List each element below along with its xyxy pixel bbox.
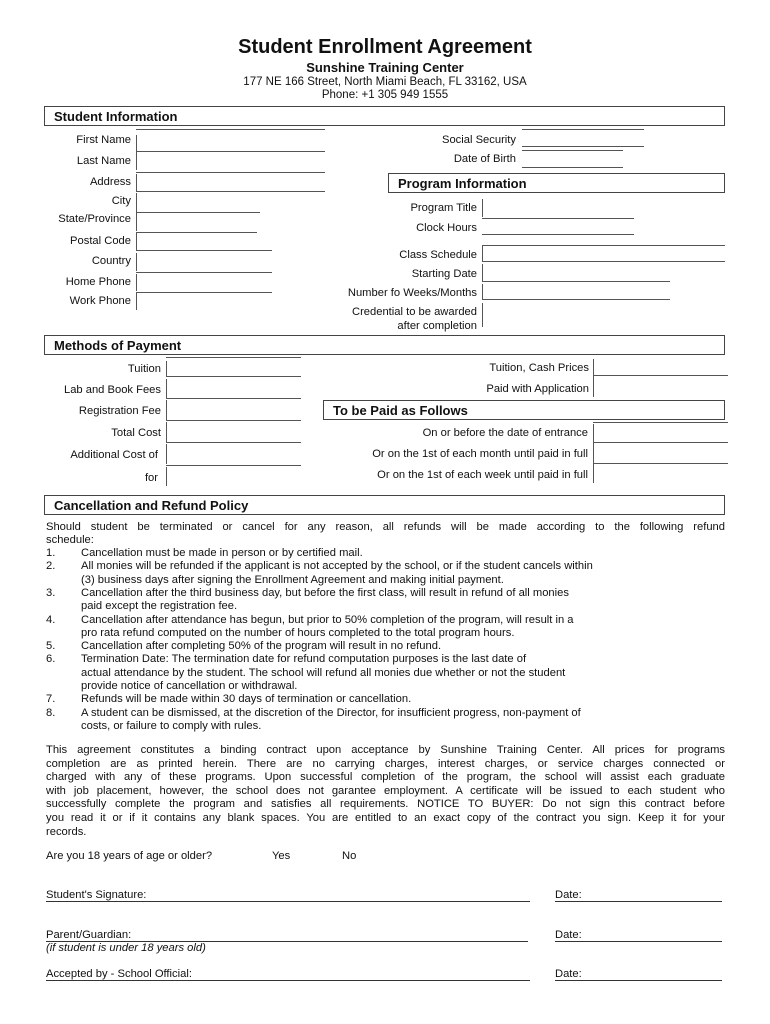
- official-date-line[interactable]: [555, 980, 722, 981]
- program-information-section: [388, 173, 725, 193]
- social-security-field[interactable]: [522, 129, 644, 149]
- refund-item-text: actual attendance by the student. The school will refund all monies due whether or not the student: [81, 666, 566, 679]
- number-of-weeks-months-field[interactable]: [482, 284, 670, 301]
- paid-as-follows-heading: To be Paid as Follows: [333, 403, 468, 418]
- refund-item-text: Refunds will be made within 30 days of termination or cancellation.: [81, 693, 412, 706]
- program-information-heading: Program Information: [398, 176, 527, 191]
- work-phone-label: Work Phone: [69, 295, 131, 307]
- refund-item-number: 7.: [46, 693, 56, 706]
- refund-item-text: pro rata refund computed on the number of hours completed to the total program hours.: [81, 626, 515, 639]
- total-cost-label: Total Cost: [111, 427, 161, 439]
- starting-date-label: Starting Date: [411, 268, 477, 280]
- organization-phone: Phone: +1 305 949 1555: [321, 89, 449, 101]
- additional-cost-for-field[interactable]: [166, 467, 301, 487]
- agreement-line: with job placement, however, the school does not garantee employment. A certificate will be issued to each student who: [46, 784, 725, 797]
- agreement-line: records.: [46, 825, 87, 838]
- total-cost-field[interactable]: [166, 422, 301, 443]
- document-title: Student Enrollment Agreement: [238, 36, 532, 58]
- credential-label-line2: after completion: [397, 320, 477, 332]
- refund-policy-section: [44, 495, 725, 515]
- guardian-date-label: Date:: [555, 929, 582, 941]
- refund-item-text: (3) business days after signing the Enrollment Agreement and making initial payment.: [81, 573, 504, 586]
- last-name-label: Last Name: [76, 155, 131, 167]
- first-name-field[interactable]: [136, 129, 325, 151]
- refund-item-text: A student can be dismissed, at the discretion of the Director, for insufficient progress, non-payment of: [81, 706, 581, 719]
- postal-code-label: Postal Code: [70, 235, 131, 247]
- refund-item-text: costs, or failure to comply with rules.: [81, 719, 262, 732]
- work-phone-field[interactable]: [136, 293, 272, 311]
- official-signature-label: Accepted by - School Official:: [46, 968, 192, 980]
- weekly-payment-label: Or on the 1st of each week until paid in full: [377, 469, 588, 481]
- refund-intro-line1: Should student be terminated or cancel for any reason, all refunds will be made according to the following refund: [46, 521, 725, 533]
- methods-of-payment-section: [44, 335, 725, 355]
- postal-code-field[interactable]: [136, 233, 272, 251]
- paid-with-application-field[interactable]: [593, 377, 728, 397]
- credential-label-line1: Credential to be awarded: [351, 306, 477, 318]
- class-schedule-field[interactable]: [482, 245, 725, 262]
- organization-address: 177 NE 166 Street, North Miami Beach, FL 33162, USA: [243, 76, 527, 88]
- refund-item-number: 2.: [46, 560, 56, 573]
- state-province-field[interactable]: [136, 213, 257, 233]
- agreement-line: This agreement constitutes a binding contract upon acceptance by Sunshine Training Center. All prices for programs: [46, 744, 725, 756]
- social-security-label: Social Security: [442, 134, 516, 146]
- refund-item-text: All monies will be refunded if the applicant is not accepted by the school, or if the student cancels within: [81, 560, 593, 573]
- refund-item-text: provide notice of cancellation or withdrawal.: [81, 680, 298, 692]
- official-date-label: Date:: [555, 968, 582, 980]
- refund-intro-line2: schedule:: [46, 534, 94, 546]
- tuition-field[interactable]: [166, 357, 301, 377]
- refund-item-text: Termination Date: The termination date for refund computation purposes is the last date of: [81, 653, 527, 666]
- address-field[interactable]: [136, 172, 325, 192]
- monthly-payment-field[interactable]: [593, 443, 728, 465]
- student-information-heading: Student Information: [54, 109, 178, 124]
- tuition-label: Tuition: [127, 363, 161, 375]
- city-label: City: [111, 195, 131, 207]
- refund-item-number: 1.: [46, 547, 56, 559]
- class-schedule-label: Class Schedule: [399, 249, 477, 261]
- student-date-line[interactable]: [555, 901, 722, 902]
- clock-hours-label: Clock Hours: [416, 222, 477, 234]
- guardian-signature-label: Parent/Guardian:: [46, 929, 132, 941]
- refund-item-number: 5.: [46, 640, 56, 653]
- age-no-option[interactable]: No: [342, 850, 357, 862]
- guardian-note: (if student is under 18 years old): [46, 942, 206, 954]
- lab-book-fees-label: Lab and Book Fees: [63, 384, 161, 396]
- refund-item-number: 6.: [46, 653, 56, 666]
- registration-fee-field[interactable]: [166, 400, 301, 421]
- refund-item-text: Cancellation after attendance has begun, but prior to 50% completion of the program, will result in a: [81, 613, 574, 626]
- additional-cost-field[interactable]: [166, 444, 301, 466]
- refund-item-text: Cancellation after completing 50% of the program will result in no refund.: [81, 640, 442, 653]
- date-of-birth-field[interactable]: [522, 150, 623, 168]
- agreement-line: completion are as printed herein. There are no carrying charges, interest charges, or service charges connected or: [46, 757, 725, 770]
- student-signature-label: Student's Signature:: [46, 889, 147, 901]
- clock-hours-field[interactable]: [482, 219, 634, 235]
- official-signature-line[interactable]: [46, 980, 530, 981]
- entrance-payment-label: On or before the date of entrance: [422, 427, 588, 439]
- refund-item-text: Cancellation after the third business day, but before the first class, will result in refund of all monies: [81, 586, 569, 599]
- home-phone-label: Home Phone: [65, 276, 131, 288]
- number-of-weeks-months-label: Number fo Weeks/Months: [347, 287, 477, 299]
- agreement-line: successfully complete the program and satisfies all requirements. NOTICE TO BUYER: Do not sign this contract before: [46, 798, 725, 811]
- starting-date-field[interactable]: [482, 264, 670, 282]
- registration-fee-label: Registration Fee: [78, 405, 161, 417]
- refund-item-number: 3.: [46, 586, 56, 599]
- additional-cost-label: Additional Cost of: [70, 449, 158, 461]
- program-title-label: Program Title: [410, 202, 477, 214]
- agreement-line: charged with any of these programs. Upon successful completion of the program, the school will assist each graduate: [46, 771, 725, 784]
- student-date-label: Date:: [555, 889, 582, 901]
- state-province-label: State/Province: [58, 213, 131, 225]
- date-of-birth-label: Date of Birth: [453, 153, 516, 165]
- refund-policy-heading: Cancellation and Refund Policy: [54, 498, 249, 513]
- city-field[interactable]: [136, 193, 260, 213]
- refund-schedule-list: [46, 547, 726, 737]
- additional-cost-for-label: for: [144, 472, 158, 484]
- tuition-cash-prices-label: Tuition, Cash Prices: [489, 362, 589, 374]
- methods-of-payment-heading: Methods of Payment: [54, 338, 182, 353]
- home-phone-field[interactable]: [136, 274, 272, 292]
- refund-item-number: 4.: [46, 613, 56, 626]
- paid-as-follows-section: [323, 400, 725, 420]
- guardian-date-line[interactable]: [555, 941, 722, 942]
- tuition-cash-prices-field[interactable]: [593, 357, 728, 377]
- lab-book-fees-field[interactable]: [166, 379, 301, 399]
- first-name-label: First Name: [76, 134, 131, 146]
- age-question: Are you 18 years of age or older?: [46, 850, 213, 862]
- weekly-payment-field[interactable]: [593, 464, 728, 484]
- entrance-payment-field[interactable]: [593, 422, 728, 444]
- country-label: Country: [91, 255, 131, 267]
- paid-with-application-label: Paid with Application: [486, 383, 589, 395]
- refund-item-text: paid except the registration fee.: [81, 600, 238, 613]
- last-name-field[interactable]: [136, 152, 325, 170]
- organization-name: Sunshine Training Center: [306, 60, 464, 75]
- refund-item-number: 8.: [46, 706, 56, 719]
- student-information-section: [44, 106, 725, 126]
- address-label: Address: [89, 176, 131, 188]
- refund-item-text: Cancellation must be made in person or by certified mail.: [81, 547, 363, 559]
- student-signature-line[interactable]: [46, 901, 530, 902]
- agreement-line: you read it or if it contains any blank spaces. You are entitled to an exact copy of the contract you sign. Keep it for your: [46, 812, 725, 824]
- credential-field[interactable]: [482, 303, 670, 327]
- age-yes-option[interactable]: Yes: [272, 850, 291, 862]
- monthly-payment-label: Or on the 1st of each month until paid in full: [372, 448, 588, 460]
- program-title-field[interactable]: [482, 199, 634, 219]
- country-field[interactable]: [136, 253, 272, 273]
